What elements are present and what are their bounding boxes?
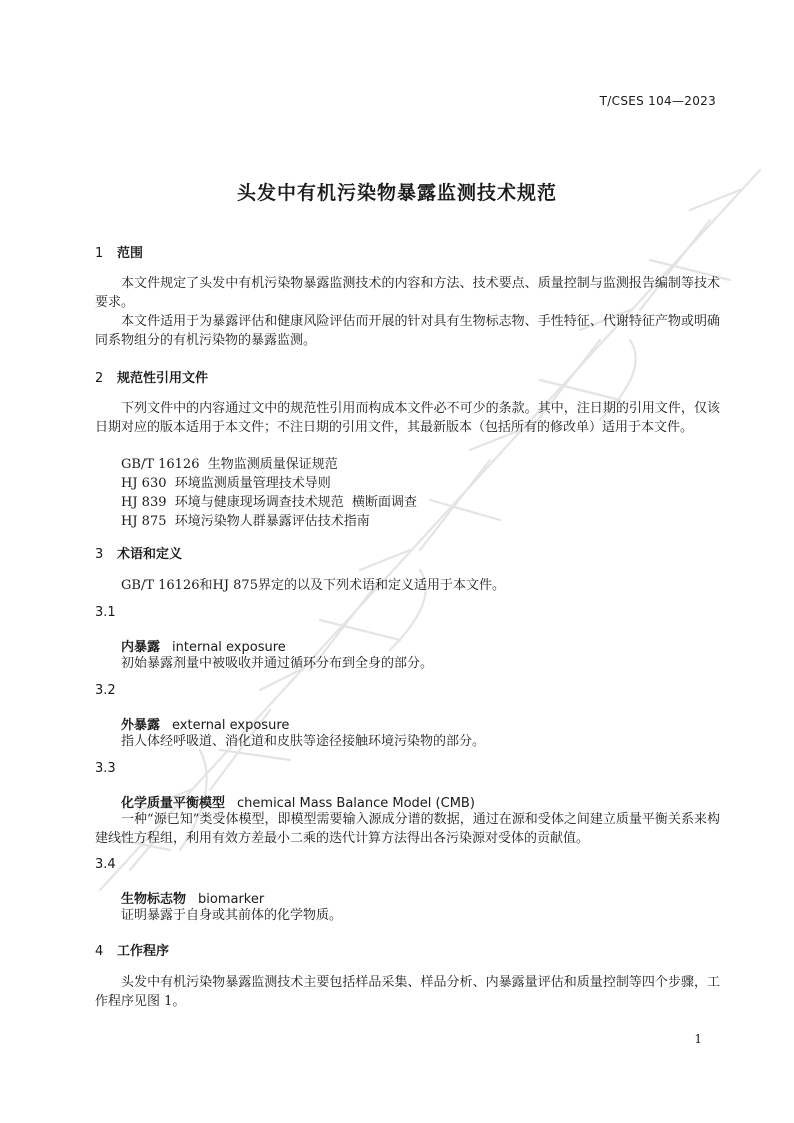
- section-1-paragraph-1: 本文件规定了头发中有机污染物暴露监测技术的内容和方法、技术要点、质量控制与监测报告编制等技术要求。: [95, 276, 720, 310]
- section-number: 3: [95, 547, 104, 562]
- page-number: 1: [694, 1032, 702, 1046]
- section-title: 规范性引用文件: [117, 371, 209, 386]
- term-title: 外暴露 external exposure: [121, 718, 290, 733]
- section-4-paragraph-1: 头发中有机污染物暴露监测技术主要包括样品采集、样品分析、内暴露量评估和质量控制等四个步骤，工作程序见图 1。: [95, 975, 720, 1009]
- section-1-heading: [95, 242, 143, 261]
- term-number: 3.1: [95, 605, 116, 620]
- term-definition: 初始暴露剂量中被吸收并通过循环分布到全身的部分。: [121, 656, 434, 671]
- section-title: 工作程序: [117, 944, 170, 959]
- section-title: 范围: [117, 246, 144, 261]
- reference-item: GB/T 16126 生物监测质量保证规范: [121, 457, 338, 472]
- term-title: 内暴露 internal exposure: [121, 640, 286, 655]
- document-title: 头发中有机污染物暴露监测技术规范: [236, 182, 557, 204]
- section-3-paragraph-1: GB/T 16126和HJ 875界定的以及下列术语和定义适用于本文件。: [121, 578, 505, 593]
- term-title: 生物标志物 biomarker: [121, 892, 265, 907]
- section-number: 4: [95, 944, 104, 959]
- term-definition: 一种“源已知”类受体模型，即模型需要输入源成分谱的数据，通过在源和受体之间建立质量平衡关系来构建线性方程组，利用有效方差最小二乘的迭代计算方法得出各污染源对受体的贡献值。: [95, 812, 720, 846]
- standard-code: T/CSES 104—2023: [599, 94, 716, 108]
- term-number: 3.3: [95, 761, 116, 776]
- term-definition: 指人体经呼吸道、消化道和皮肤等途径接触环境污染物的部分。: [121, 734, 486, 749]
- term-number: 3.2: [95, 683, 116, 698]
- term-number: 3.4: [95, 857, 116, 872]
- section-number: 1: [95, 246, 104, 261]
- term-definition: 证明暴露于自身或其前体的化学物质。: [121, 908, 343, 923]
- section-number: 2: [95, 371, 104, 386]
- reference-item: HJ 630 环境监测质量管理技术导则: [121, 476, 331, 491]
- term-title: 化学质量平衡模型 chemical Mass Balance Model (CMB): [121, 796, 475, 811]
- reference-item: HJ 875 环境污染物人群暴露评估技术指南: [121, 514, 370, 529]
- section-2-paragraph-1: 下列文件中的内容通过文中的规范性引用而构成本文件必不可少的条款。其中，注日期的引用文件，仅该日期对应的版本适用于本文件；不注日期的引用文件，其最新版本（包括所有的修改单）适用于本文件。: [95, 401, 720, 435]
- section-4-heading: [95, 940, 169, 959]
- section-3-heading: [95, 543, 182, 562]
- section-title: 术语和定义: [117, 547, 183, 562]
- reference-item: HJ 839 环境与健康现场调查技术规范 横断面调查: [121, 495, 418, 510]
- section-1-paragraph-2: 本文件适用于为暴露评估和健康风险评估而开展的针对具有生物标志物、手性特征、代谢特征产物或明确同系物组分的有机污染物的暴露监测。: [95, 314, 720, 348]
- section-2-heading: [95, 367, 208, 386]
